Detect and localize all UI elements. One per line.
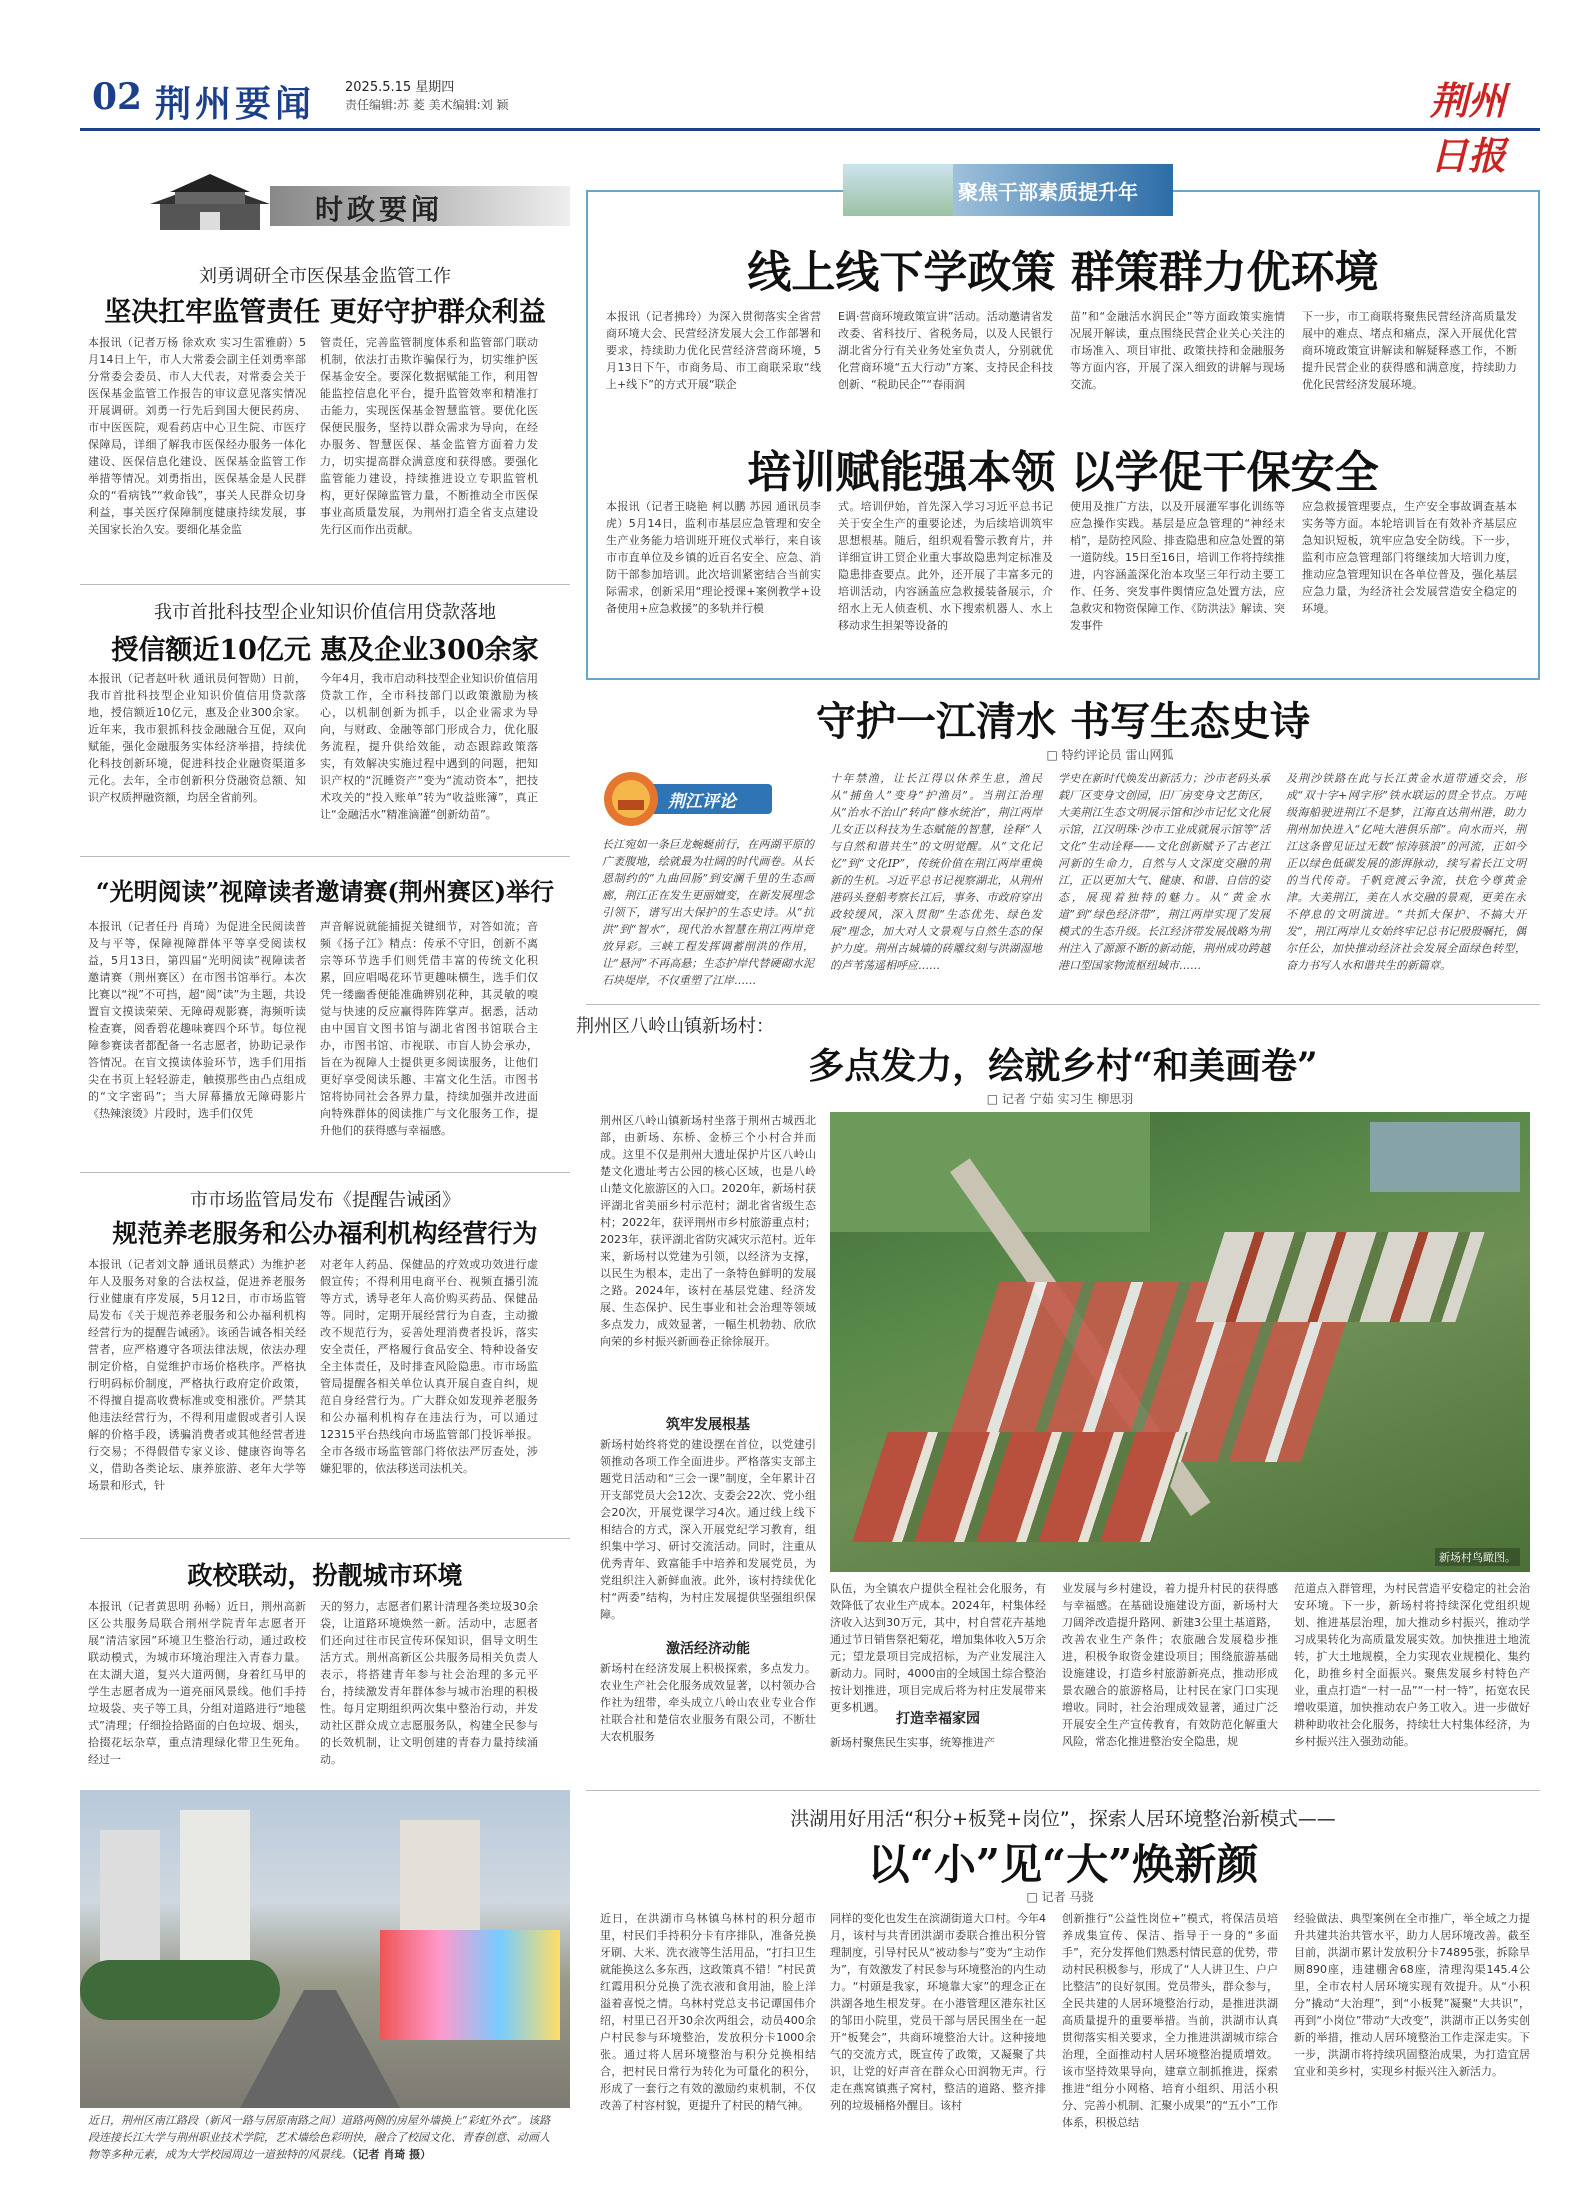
special1-col4: 下一步，市工商联将聚焦民营经济高质量发展中的难点、堵点和痛点，深入开展优化营商环境政策宣讲解读和解疑释惑工作，不断提升民营企业的获得感和满意度，持续助力优化民营经济发展环境。: [1302, 310, 1517, 391]
article3-body-right: 声音解说就能捕捉关键细节，对答如流；音频《扬子江》精点：传承不守旧，创新不离宗等环节选手们则凭借丰富的传统文化积累，回应唱喝花环节更趣味横生，选手们仅凭一缕幽香便能准确辨别花种，其灵敏的嗅觉与快速的反应赢得阵阵掌声。据悉，活动由中国盲文图书馆与湖北省图书馆联合主办，市图书馆、市视联、市盲人协会承办，旨在为视障人士提供更多阅读服务，让他们更好享受阅读乐趣、丰富文化生活。市图书馆将协同社会各界力量，持续加强并改进面向特殊群体的阅读推广与文化服务工作，提升他们的获得感与幸福感。: [320, 920, 538, 1137]
special1-headline: 线上线下学政策 群策群力优环境: [747, 247, 1379, 298]
article6-para-2: 新场村在经济发展上积极探索，多点发力。农业生产社会化服务成效显著，以村领办合作社为纽带，牵头成立八岭山农业专业合作社联合社和楚信农业服务有限公司，不断壮大农机服务: [600, 1662, 816, 1743]
commentary-col1: 长江宛如一条巨龙蜿蜒前行，在两湖平原的广袤腹地，绘就最为壮阔的时代画卷。从长恩制约的“九曲回肠”到安澜千里的生态画廊，荆江正在发生更丽嬗变，在新发展理念引领下，谱写出大保护的生态史诗。从“抗洪”到“智水”，现代治水智慧在荆江两岸竞放异彩。三峡工程发挥调蓄削洪的作用，让“悬河”不再高悬；生态护岸代替硬砌水泥石块堤岸，不仅重塑了江岸……: [602, 838, 814, 987]
article4-headline: 规范养老服务和公办福利机构经营行为: [112, 1219, 538, 1248]
article6-lead: 荆州区八岭山镇新场村坐落于荆州古城西北部，由新场、东桥、金桥三个小村合并而成。这里不仅是荆州大遗址保护片区八岭山楚文化遗址考古公园的核心区域，也是八岭山楚文化旅游区的入口。2020年，新场村获评湖北省美丽乡村示范村；湖北省省级生态村；2022年，获评荆州市乡村旅游重点村；2023年，获评湖北省防灾减灾示范村。近年来，新场村以党建为引领，以经济为支撑，以民生为根本，走出了一条特色鲜明的发展之路。2024年，该村在基层党建、经济发展、生态保护、民生事业和社会治理等领域多点发力，成效显著，一幅生机勃勃、欣欣向荣的乡村振兴新画卷正徐徐展开。: [600, 1114, 816, 1348]
photo-building: [100, 1830, 160, 1970]
masthead-logo: 荆州日报: [1430, 78, 1507, 178]
article6-subhead-1: 筑牢发展根基: [666, 1417, 750, 1433]
sun-icon: [602, 770, 660, 828]
article5-body-left: 本报讯（记者黄思明 孙畅）近日，荆州高新区公共服务局联合荆州学院青年志愿者开展“清洁家园”环境卫生整治行动，通过政校联动模式，为城市环境治理注入青春力量。在太湖大道，复兴大道两侧，身着红马甲的学生志愿者成为一道亮丽风景线。他们手持垃圾袋、夹子等工具，分组对道路进行“地毯式”清理；仔细捡拾路面的白色垃圾、烟头，拾掇花坛杂草，重点清理绿化带卫生死角。经过一: [88, 1600, 306, 1766]
article4-kicker: 市市场监管局发布《提醒告诫函》: [190, 1190, 460, 1211]
article6-byline: □ 记者 宁茹 实习生 柳思羽: [986, 1092, 1134, 1106]
special2-headline: 培训赋能强本领 以学促干保安全: [747, 447, 1379, 498]
special2-col3: 使用及推广方法，以及开展灌军事化训练等应急操作实践。基层是应急管理的“神经末梢”，是防控风险、排查隐患和应急处置的第一道防线。15日至16日，培训工作将持续推进，内容涵盖深化治本攻坚三年行动主要工作、任务、突发事件舆情应急处置方法，应急救灾和物资保障工作、《防洪法》解读、突发事件: [1070, 500, 1285, 632]
article6-subhead-3: 打造幸福家园: [896, 1711, 980, 1727]
article5-body-right: 天的努力，志愿者们累计清理各类垃圾30余袋，让道路环境焕然一新。活动中，志愿者们还向过往市民宣传环保知识，倡导文明生活方式。荆州高新区公共服务局相关负责人表示，将搭建青年参与社会治理的多元平台，持续激发青年群体参与城市治理的积极性。每月定期组织两次集中整治行动，并发动社区群众成立志愿服务队，构建全民参与的长效机制，让文明创建的青春力量持续涌动。: [320, 1600, 538, 1766]
special2-col2: 式。培训伊始，首先深入学习习近平总书记关于安全生产的重要论述，为后续培训筑牢思想根基。随后，组织观看警示教育片，并详细宣讲工贸企业重大事故隐患判定标准及隐患排查要点。此外，还开展了丰富多元的培训活动，内容涵盖应急救援装备展示，介绍水上无人侦查机、水下搜索机器人、水上移动求生担架等设备的: [838, 500, 1053, 632]
article7-col1: 近日，在洪湖市乌林镇乌林村的积分超市里，村民们手持积分卡有序排队，准备兑换牙刷、大米、洗衣液等生活用品，“打扫卫生就能换这么多东西，这政策真不错！”村民黄红霞用积分兑换了洗衣液和食用油，脸上洋溢着喜悦之情。乌林村党总支书记谭国伟介绍，村里已召开30余次两组会，动员400余户村民参与环境整治，发放积分卡1000余张。通过将人居环境整治与积分兑换相结合，把村民日常行为转化为可量化的积分，形成了一套行之有效的激励约束机制，不仅改善了村容村貌，更提升了村民的精气神。: [600, 1912, 816, 2112]
article6-kicker: 荆州区八岭山镇新场村：: [576, 1016, 774, 1037]
article6-para-1: 新场村始终将党的建设摆在首位，以党建引领推动各项工作全面进步。严格落实支部主题党日活动和“三会一课”制度，全年累计召开支部党员大会12次、支委会22次、党小组会20次，开展党课学习4次。通过线上线下相结合的方式，深入开展党纪学习教育，组织集中学习、研讨交流活动。同时，注重从优秀青年、致富能手中培养和发展党员，为党组织注入新鲜血液。此外，该村持续优化村“两委”结构，为村庄发展提供坚强组织保障。: [600, 1438, 816, 1621]
article3-headline: “光明阅读”视障读者邀请赛(荆州赛区)举行: [95, 877, 555, 906]
article6-para-3: 队伍，为全镇农户提供全程社会化服务，有效降低了农业生产成本。2024年，村集体经济收入达到30万元，其中，村自营花卉基地通过节日销售祭祀菊花，增加集体收入5万余元；望龙景项目完成招标，为产业发展注入新动力。同时，4000亩的全域国土综合整治按计划推进，项目完成后将为村庄发展带来更多机遇。: [830, 1582, 1046, 1714]
article6-subhead-2: 激活经济动能: [666, 1641, 750, 1657]
article1-headline: 坚决扛牢监管责任 更好守护群众利益: [104, 297, 546, 328]
commentary-col2: 十年禁渔，让长江得以休养生息，渔民从“捕鱼人”变身“护渔员”。当荆江治理从“治水不治山”转向“修水统治”，荆江两岸儿女正以科技为生态赋能的智慧，诠释“人与自然和谐共生”的文明觉醒。从“文化记忆”到“文化IP”，传统价值在荆江两岸重焕新的生机。习近平总书记视察湖北，从荆州港码头登船考察长江后，事务、市政府穿出政较缓风，深入贯彻“生态优先、绿色发展”理念，加大对人文景观与自然生态的保护力度。荆州古城墙的砖雕纹刻与洪湖湿地的芦苇荡遥相呼应……: [830, 772, 1042, 972]
photo1-caption: [88, 2112, 558, 2180]
village-aerial-photo: [830, 1112, 1530, 1572]
photo-pond: [1370, 1122, 1520, 1192]
editors: 责任编辑:苏 菱 美术编辑:刘 颖: [345, 98, 509, 112]
article4-body-right: 对老年人药品、保健品的疗效或功效进行虚假宣传；不得利用电商平台、视频直播引流等方式，诱导老年人高价购买药品、保健品等。同时，定期开展经营行为自查，主动撤改不规范行为，妥善处理消费者投诉，落实安全责任，严格履行食品安全、特种设备安全主体责任，及时排查风险隐患。市市场监管局提醒各相关单位认真开展自查自纠，规范自身经营行为。广大群众如发现养老服务和公办福利机构存在违法行为，可以通过12315平台热线向市场监管部门投诉举报。全市各级市场监管部门将依法严厉查处，涉嫌犯罪的，依法移送司法机关。: [320, 1258, 538, 1475]
commentary-col3: 学史在新时代焕发出新活力；沙市老码头承载厂区变身文创园，旧厂房变身文艺街区，大美荆江生态文明展示馆和沙市记忆文化展示馆，江汉明珠·沙市工业成就展示馆等“活文化”生动诠释——文化创新赋予了古老江河新的生命力，自然与人文深度交融的荆江，正以更加大气、健康、和谐、自信的姿态，展现着独特的魅力。从“黄金水道”到“绿色经济带”，荆江两岸实现了发展模式的生态升级。长江经济带发展战略为荆州注入了源源不断的新动能，荆州成功跨越港口型国家物流枢纽城市……: [1058, 772, 1270, 972]
article6-para-5: 业发展与乡村建设，着力提升村民的获得感与幸福感。在基础设施建设方面，新场村大刀阔斧改造提升路网、新建3公里土基道路，改善农业生产条件；农旅融合发展稳步推进，积极争取资金建设项目；围绕旅游基础设施建设，打造乡村旅游新亮点，推动形成景农融合的旅游格局，让村民在家门口实现增收。同时，社会治理成效显著，通过广泛开展安全生产宣传教育，有效防范化解重大风险，常态化推进整治安全隐患，规: [1062, 1582, 1278, 1748]
commentary-badge-text: 荆江评论: [668, 792, 736, 812]
photo-mural-wall: [380, 1930, 560, 2040]
page-header: [40, 48, 1540, 178]
divider: [80, 1172, 570, 1173]
article1-body-left: 本报讯（记者万杨 徐欢欢 实习生雷雅蔚）5月14日上午，市人大常委会副主任刘勇率部分常委会委员、市人大代表，对常委会关于医保基金监管工作报告的审议意见落实情况开展调研。刘勇一行先后到国大便民药房、市中医医院，观看药店中心卫生院、市医疗保障局，详细了解我市医保经办服务一体化建设、医保信息化建设、医保基金监管工作举措等情况。刘勇指出，医保基金是人民群众的“看病钱”“救命钱”，事关人民群众切身利益，事关医疗保障制度健康持续发展，事关国家长治久安。要细化基金监: [88, 336, 306, 536]
commentary-col4: 及荆沙铁路在此与长江黄金水道带通交会，形成“双十字+网字形”铁水联运的贯全节点。万吨级海船驶进荆江不是梦，江海直达荆州港，助力荆州加快进入“亿吨大港俱乐部”。向水而兴，荆江这条曾见证过无数“惊涛骇浪”的河流，正如今正以绿色低碳发展的澎湃脉动，续写着长江文明的当代传奇。千帆竞渡云争流，扶危今尊黄金津。大美荆江，美在人水交融的景观，更美在永不停息的文明演进。“共抓大保护、不搞大开发”，荆江两岸儿女始终牢记总书记殷殷嘱托，偶尔任公，加快推动经济社会发展全面绿色转型，奋力书写人水和谐共生的新篇章。: [1286, 772, 1526, 972]
photo-building: [180, 1810, 250, 1980]
article7-byline: □ 记者 马骁: [1026, 1890, 1094, 1904]
article7-col2: 同样的变化也发生在滨湖街道大口村。今年4月，该村与共青团洪湖市委联合推出积分管理制度，引导村民从“被动参与”变为“主动作为”，有效激发了村民参与环境整治的内生动力。“村頭是我家，环境靠大家”的理念正在洪湖各地生根发芽。在小港管理区港东社区的邹田小院里，党员干部与居民围坐在一起开“板凳会”，共商环境整治大计。这种接地气的交流方式，既宣传了政策，又凝聚了共识，让党的好声音在群众心田润物无声。行走在燕窝镇燕子窝村，整洁的道路、整齐排列的垃圾桶格外醒目。该村: [830, 1912, 1046, 2112]
issue-date: 2025.5.15 星期四: [345, 80, 455, 95]
article7-kicker: 洪湖用好用活“积分+板凳+岗位”，探索人居环境整治新模式——: [790, 1808, 1336, 1830]
header-rule: [80, 128, 1540, 131]
article7-col3: 创新推行“公益性岗位+”模式，将保洁员培养成集宣传、保洁、指导于一身的“多面手”，充分发挥他们熟悉村情民意的优势，带动村民积极参与，形成了“人人讲卫生、户户比整洁”的良好氛围。党员带头，群众参与，全民共建的人居环境整治行动，是推进洪湖高质量提升的重要举措。当前，洪湖市认真贯彻落实相关要求，全力推进洪湖城市综合治理，全面推动村人居环境整治提质增效。该市坚持效果导向，建章立制抓推进，探索推进“组分小网格、培育小组织、用活小积分、完善小机制、汇聚小成果”的“五小”工作体系，积极总结: [1062, 1912, 1278, 2129]
photo-houses: [852, 1432, 1188, 1542]
special2-col4: 应急救援管理要点，生产安全事故调查基本实务等方面。本轮培训旨在有效补齐基层应急知识短板，筑牢应急安全防线。下一步，监利市应急管理部门将继续加大培训力度，推动应急管理知识在各单位普及，强化基层应急力量，为经济社会发展营造安全稳定的环境。: [1302, 500, 1517, 615]
special1-col2: E调·营商环境政策宣讲”活动。活动邀请省发改委、省科技厅、省税务局，以及人民银行湖北省分行有关业务处室负责人，分别就优化营商环境“五大行动”方案、支持民企科技创新、“税助民企”“春雨润: [838, 310, 1053, 391]
article2-body-left: 本报讯（记者赵叶秋 通讯员何智勋）日前，我市首批科技型企业知识价值信用贷款落地，授信额近10亿元，惠及企业300余家。近年来，我市狠抓科技金融融合互促，双向赋能，强化金融服务实体经济举措，持续优化科技创新环境，促进科技企业融资渠道多元化。去年，全市创新积分贷融资总额、知识产权质押融资额，均居全省前列。: [88, 672, 306, 804]
gate-tower-icon: [150, 172, 270, 232]
street-mural-photo: [80, 1790, 570, 2108]
section-name: 荆州要闻: [155, 83, 316, 125]
commentary-headline: 守护一江清水 书写生态史诗: [816, 698, 1310, 745]
divider: [80, 856, 570, 857]
banner-landscape: [843, 164, 953, 216]
divider: [80, 584, 570, 585]
special1-col1: 本报讯（记者拂玲）为深入贯彻落实全省营商环境大会、民营经济发展大会工作部署和要求，持续助力优化民营经济营商环境，5月13日下午，市商务局、市工商联采取“线上+线下”的方式开展“联企: [606, 310, 821, 391]
photo-tree-row: [80, 1960, 280, 2020]
special-banner: [843, 164, 1173, 216]
article1-kicker: 刘勇调研全市医保基金监管工作: [199, 266, 451, 287]
article6-para-4: 新场村聚焦民生实事，统筹推进产: [830, 1736, 995, 1749]
divider: [586, 1790, 1540, 1791]
article4-body-left: 本报讯（记者刘文静 通讯员蔡武）为维护老年人及服务对象的合法权益，促进养老服务行业健康有序发展，5月12日，市市场监管局发布《关于规范养老服务和公办福利机构经营行为的提醒告诫函》。该函告诫各相关经营者，应严格遵守各项法律法规，依法办理制定价格，自觉维护市场价格秩序。严格执行明码标价制度，严格执行政府定价政策，不得擅自提高收费标准或变相涨价。严禁其他违法经营行为，不得利用虚假或者引人误解的价格手段，诱骗消费者或其他经营者进行交易；不得假借专家义诊、健康咨询等名义，借助各类论坛、康养旅游、老年大学等场景和形式，针: [88, 1258, 306, 1492]
article2-kicker: 我市首批科技型企业知识价值信用贷款落地: [154, 602, 496, 623]
special2-col1: 本报讯（记者王晓艳 柯以鹏 苏园 通讯员李虎）5月14日，监利市基层应急管理和安全生产业务能力培训班开班仪式举行，来自该市市直单位及乡镇的近百名安全、应急、消防干部参加培训。此次培训紧密结合当前实际需求，创新采用“理论授课+案例教学+设备使用+应急救援”的多轨并行模: [606, 500, 821, 615]
special-feature-box: [586, 180, 1540, 680]
article2-headline: 授信额近10亿元 惠及企业300余家: [111, 635, 539, 666]
photo1-credit: （记者 肖琦 摄）: [352, 2148, 432, 2161]
article3-body-left: 本报讯（记者任丹 肖琦）为促进全民阅读普及与平等，保障视障群体平等享受阅读权益，5月13日，第四届“光明阅读”视障读者邀请赛（荆州赛区）在市图书馆举行。本次比赛以“视”不可挡，超“阅”读”为主题，共设置盲文摸读荣荣、无障碍观影赛，海频听读检查赛，阅香碧花趣味赛四个环节。每位视障参赛读者都配备一名志愿者，协助记录作答情况。在盲文摸读体验环节，选手们用指尖在书页上轻轻游走，触摸那些由凸点组成的“文字密码”；当大屏幕播放无障碍影片《热辣滚烫》片段时，选手们仅凭: [88, 920, 306, 1120]
photo-houses: [1195, 1232, 1484, 1322]
special-banner-text: 聚焦干部素质提升年: [958, 180, 1138, 204]
article2-body-right: 今年4月，我市启动科技型企业知识价值信用贷款工作，全市科技部门以政策激励为核心，以机制创新为抓手，以企业需求为导向，与财政、金融等部门形成合力，优化服务流程，提升供给效能，动态跟踪政策落实，有效解决实施过程中遇到的问题，把知识产权的“沉睡资产”变为“流动资本”，把技术攻关的“投入账单”转为“收益账簿”，真正让“金融活水”精准滴灌“创新幼苗”。: [320, 672, 538, 821]
article5-headline: 政校联动，扮靓城市环境: [187, 1561, 463, 1590]
divider: [80, 1538, 570, 1539]
article6-para-6: 范道点入群管理，为村民营造平安稳定的社会治安环境。下一步，新场村将持续深化党组织规划、推进基层治理，加大推动乡村振兴，推动学习成果转化为高质量发展实效。加快推进土地流转，扩大土地规模，全力实现农业规模化、集约化，助推乡村全面振兴。聚焦发展乡村特色产业，重点打造“一村一品”“一村一特”，拓宽农民增收渠道，加快推动农户务工收入。进一步做好耕种助收社会化服务，持续壮大村集体经济，为乡村振兴注入强劲动能。: [1294, 1582, 1530, 1748]
commentary-badge: [602, 770, 772, 828]
section-label-text: 时政要闻: [315, 193, 444, 226]
article1-body-right: 管责任，完善监管制度体系和监管部门联动机制，依法打击欺诈骗保行为，切实维护医保基金安全。要深化数据赋能工作，利用智能监控信息化平台，提升监管效率和精准打击能力，实现医保基金智慧监管。要优化医保便民服务，坚持以群众需求为导向，在经办服务、智慧医保、基金监管方面着力发力，切实提高群众满意度和获得感。要强化监管能力建设，持续推进设立专职监管机构，更好保障监管力量，不断推动全市医保事业高质量发展，为荆州打造全省支点建设先行区而作出贡献。: [320, 336, 538, 536]
special1-col3: 苗”和“金融活水润民企”等方面政策实施情况展开解读，重点围绕民营企业关心关注的市场准入、项目审批、政策扶持和金融服务等方面内容，开展了深入细致的讲解与现场交流。: [1070, 310, 1285, 391]
divider: [586, 1004, 1540, 1005]
section-label: [150, 172, 570, 236]
article7-headline: 以“小”见“大”焕新颜: [867, 1840, 1259, 1889]
photo1-caption-text: 近日，荆州区南江路段（新风一路与居原南路之间）道路两侧的房屋外墙换上“彩虹外衣”。该路段连接长江大学与荆州职业技术学院，艺术墙绘色彩明快，融合了校园文化、青春创意、动画人物等多种元素，成为大学校园周边一道独特的风景线。: [88, 2114, 551, 2161]
page-number: 02: [92, 76, 143, 118]
commentary-byline: □ 特约评论员 雷山网狐: [1046, 748, 1174, 762]
article7-col4: 经验做法、典型案例在全市推广，举全域之力提升共建共治共管水平，助力人居环境改善。截至目前，洪湖市累计发放积分卡74895张，拆除旱厕890座，违建棚舍68座，清理沟渠145.4公里，全市农村人居环境实现有效提升。从“小积分”撬动“大治理”，到“小板凳”凝聚“大共识”，再到“小岗位”带动“大改变”，洪湖市正以务实创新的举措，推动人居环境整治工作走深走实。下一步，洪湖市将持续巩固整治成果，为打造宜居宜业和美乡村，实现乡村振兴注入新活力。: [1294, 1912, 1530, 2078]
photo-caption: 新场村鸟瞰图。: [1435, 1548, 1520, 1566]
article6-headline: 多点发力，绘就乡村“和美画卷”: [808, 1045, 1318, 1087]
